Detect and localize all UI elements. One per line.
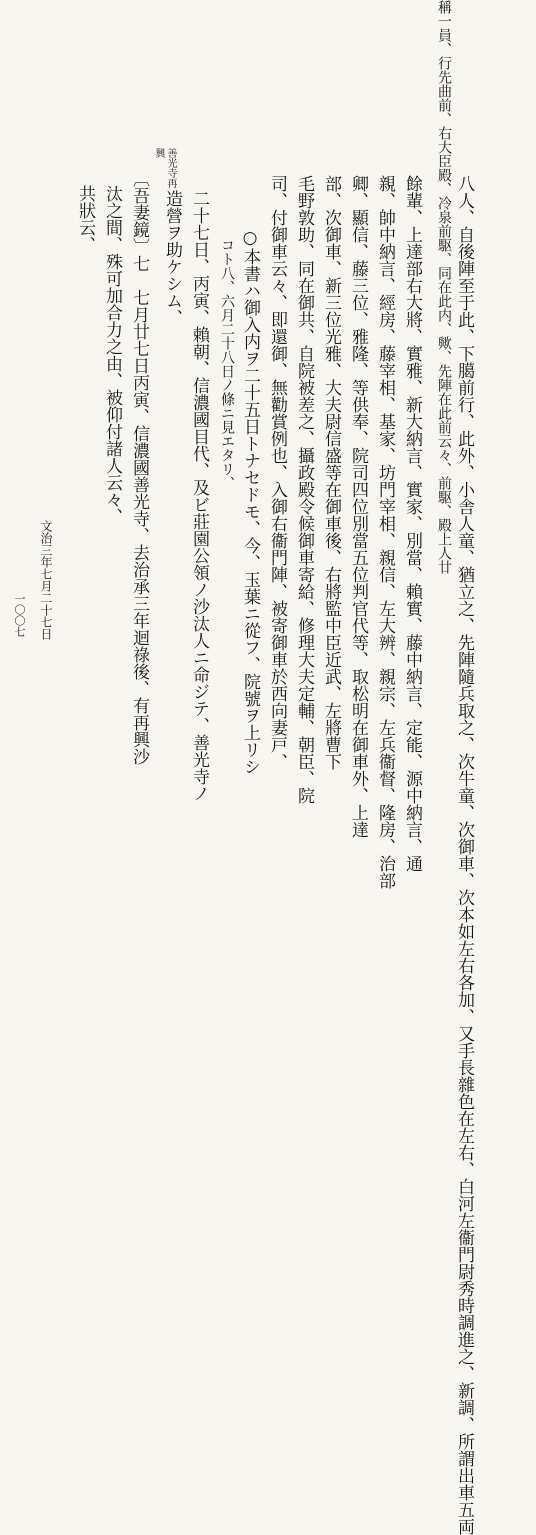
editor-note-line2: コト八、六月二十八日ノ條ニ見エタリ、 [219, 238, 235, 490]
entry-heading: 二十七日、丙寅、賴朝、信濃國目代、及ビ莊園公領ノ沙汰人ニ命ジテ、善光寺ノ [189, 190, 209, 802]
text-column-8: 司、付御車云々、即還御、無勸賞例也、入御右衞門陣、被寄御車於西向妻戸、 [267, 175, 287, 770]
margin-note-line2: 興 [153, 148, 164, 158]
page-number: 一〇〇七 [13, 593, 26, 637]
editor-note-line1: ○本書ハ御入内ヲ二十五日トナセドモ、今、玉葉ニ從フ、院號ヲ上リシ [240, 228, 260, 775]
text-column-6: 部、次御車、新三位光雅、大夫尉信盛等在御車後、右將監中臣近武、左將曹下 [321, 175, 341, 770]
source-citation-line2: 汰之間、殊可加合力之由、被仰付諸人云々、 [102, 185, 122, 525]
text-column-4: 親、帥中納言、經房、藤宰相、基家、坊門宰相、親信、左大辨、親宗、左兵衞督、隆房、治部 [375, 175, 395, 889]
text-column-5: 卿、顯信、藤三位、雅隆、等供奉、院司四位別當五位判官代等、取松明在御車外、上達 [348, 175, 368, 838]
text-column-3: 餘輩、上達部右大將、實雅、新大納言、實家、別當、賴實、藤中納言、定能、源中納言、通 [402, 175, 422, 872]
entry-heading-cont: 造營ヲ助ケシム、 [162, 190, 182, 326]
margin-note-line1: 善光寺再 [165, 148, 176, 188]
source-citation-line1: 〔吾妻鏡〕七 七月廿七日丙寅、信濃國善光寺、去治承三年迴祿後、有再興沙 [129, 170, 149, 765]
page-date: 文治三年七月二十七日 [39, 520, 53, 640]
text-column-7: 毛野敦助、同在御共、自院被差之、攝政殿令候御車寄給、修理大夫定輔、朝臣、院 [294, 175, 314, 804]
closing-line: 共狀云、 [75, 185, 95, 253]
text-column-2: 稱一員、行先曲前、右大臣殿、冷泉前駆、同在此内、歟、先陣在此前云々、前駆、殿上人廿 [436, 0, 452, 574]
text-column-1: 八人、自後陣至于此、下臈前行、此外、小舎人童、猶立之、先陣隨兵取之、次牛童、次御車、次本如左右各加、又手長雜色在左右、白河左衞門尉秀時調進之、新調、所謂出車五両 [454, 175, 474, 1535]
